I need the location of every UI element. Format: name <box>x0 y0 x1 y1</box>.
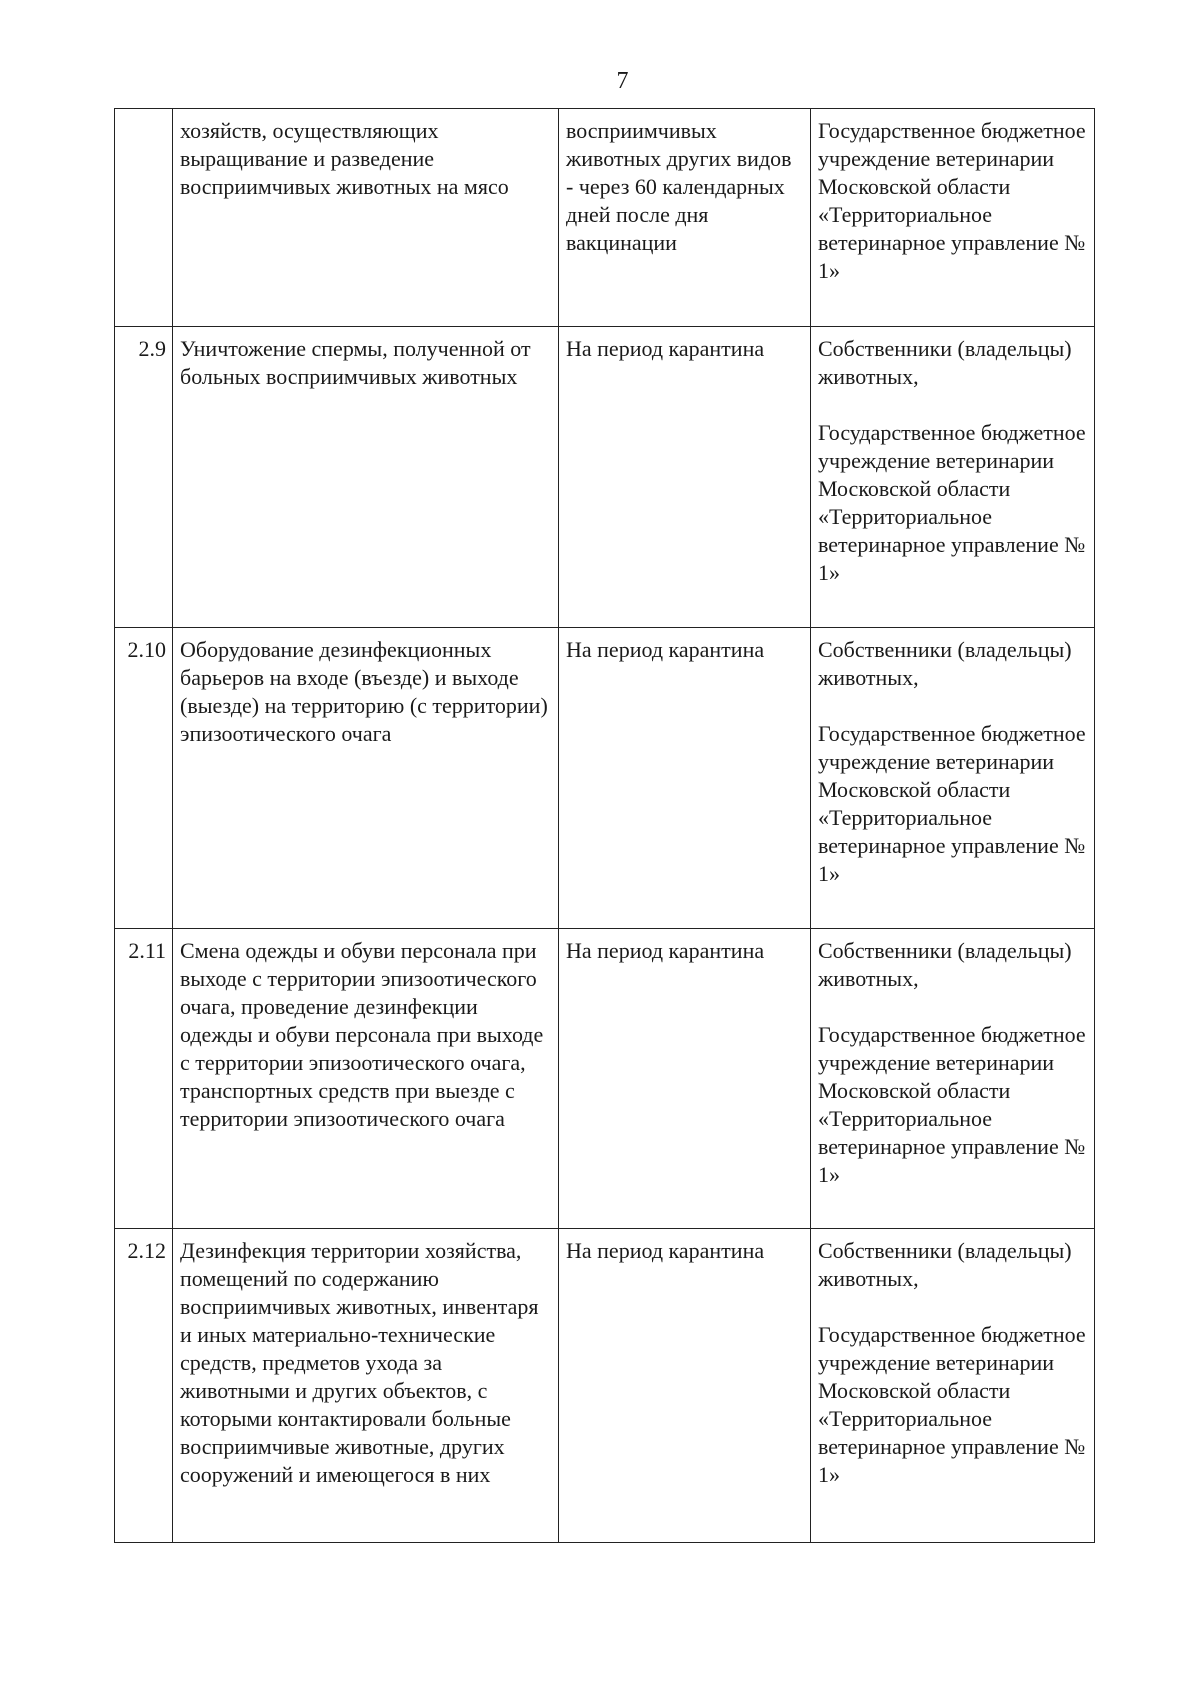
table-row <box>115 628 1095 929</box>
responsible-org: Государственное бюджетное учреждение ветеринарии Московской области «Территориальное ветеринарное управление № 1» <box>818 118 1086 283</box>
responsible-cell <box>811 1229 1095 1543</box>
responsible-owner: Собственники (владельцы) животных, <box>818 1238 1072 1291</box>
page-number: 7 <box>616 68 629 94</box>
responsible-org: Государственное бюджетное учреждение ветеринарии Московской области «Территориальное ветеринарное управление № 1» <box>818 420 1086 585</box>
table-row <box>115 1229 1095 1543</box>
event-cell: хозяйств, осуществляющих выращивание и разведение восприимчивых животных на мясо <box>173 109 559 327</box>
term-cell: На период карантина <box>559 327 811 628</box>
responsible-owner: Собственники (владельцы) животных, <box>818 938 1072 991</box>
row-number <box>115 109 173 327</box>
responsible-org: Государственное бюджетное учреждение ветеринарии Московской области «Территориальное ветеринарное управление № 1» <box>818 721 1086 886</box>
event-cell: Оборудование дезинфекционных барьеров на входе (въезде) и выходе (выезде) на территорию (с территории) эпизоотического очага <box>173 628 559 929</box>
table-row <box>115 327 1095 628</box>
responsible-org: Государственное бюджетное учреждение ветеринарии Московской области «Территориальное ветеринарное управление № 1» <box>818 1022 1086 1187</box>
table-row <box>115 929 1095 1229</box>
row-number: 2.12 <box>115 1229 173 1543</box>
term-cell: На период карантина <box>559 929 811 1229</box>
measures-table <box>114 108 1095 1543</box>
responsible-org: Государственное бюджетное учреждение ветеринарии Московской области «Территориальное ветеринарное управление № 1» <box>818 1322 1086 1487</box>
event-cell: Смена одежды и обуви персонала при выходе с территории эпизоотического очага, проведение дезинфекции одежды и обуви персонала при выходе с территории эпизоотического очага, транспортных средств при выезде с территории эпизоотического очага <box>173 929 559 1229</box>
responsible-cell <box>811 628 1095 929</box>
row-number: 2.10 <box>115 628 173 929</box>
row-number: 2.11 <box>115 929 173 1229</box>
responsible-cell <box>811 929 1095 1229</box>
responsible-cell <box>811 327 1095 628</box>
responsible-owner: Собственники (владельцы) животных, <box>818 336 1072 389</box>
term-cell: На период карантина <box>559 1229 811 1543</box>
term-cell: восприимчивых животных других видов - через 60 календарных дней после дня вакцинации <box>559 109 811 327</box>
responsible-cell <box>811 109 1095 327</box>
event-cell: Дезинфекция территории хозяйства, помещений по содержанию восприимчивых животных, инвентаря и иных материально-технические средств, предметов ухода за животными и других объектов, с которыми контактировали больные восприимчивые животные, других сооружений и имеющегося в них <box>173 1229 559 1543</box>
event-cell: Уничтожение спермы, полученной от больных восприимчивых животных <box>173 327 559 628</box>
responsible-owner: Собственники (владельцы) животных, <box>818 637 1072 690</box>
row-number: 2.9 <box>115 327 173 628</box>
term-cell: На период карантина <box>559 628 811 929</box>
table-row <box>115 109 1095 327</box>
